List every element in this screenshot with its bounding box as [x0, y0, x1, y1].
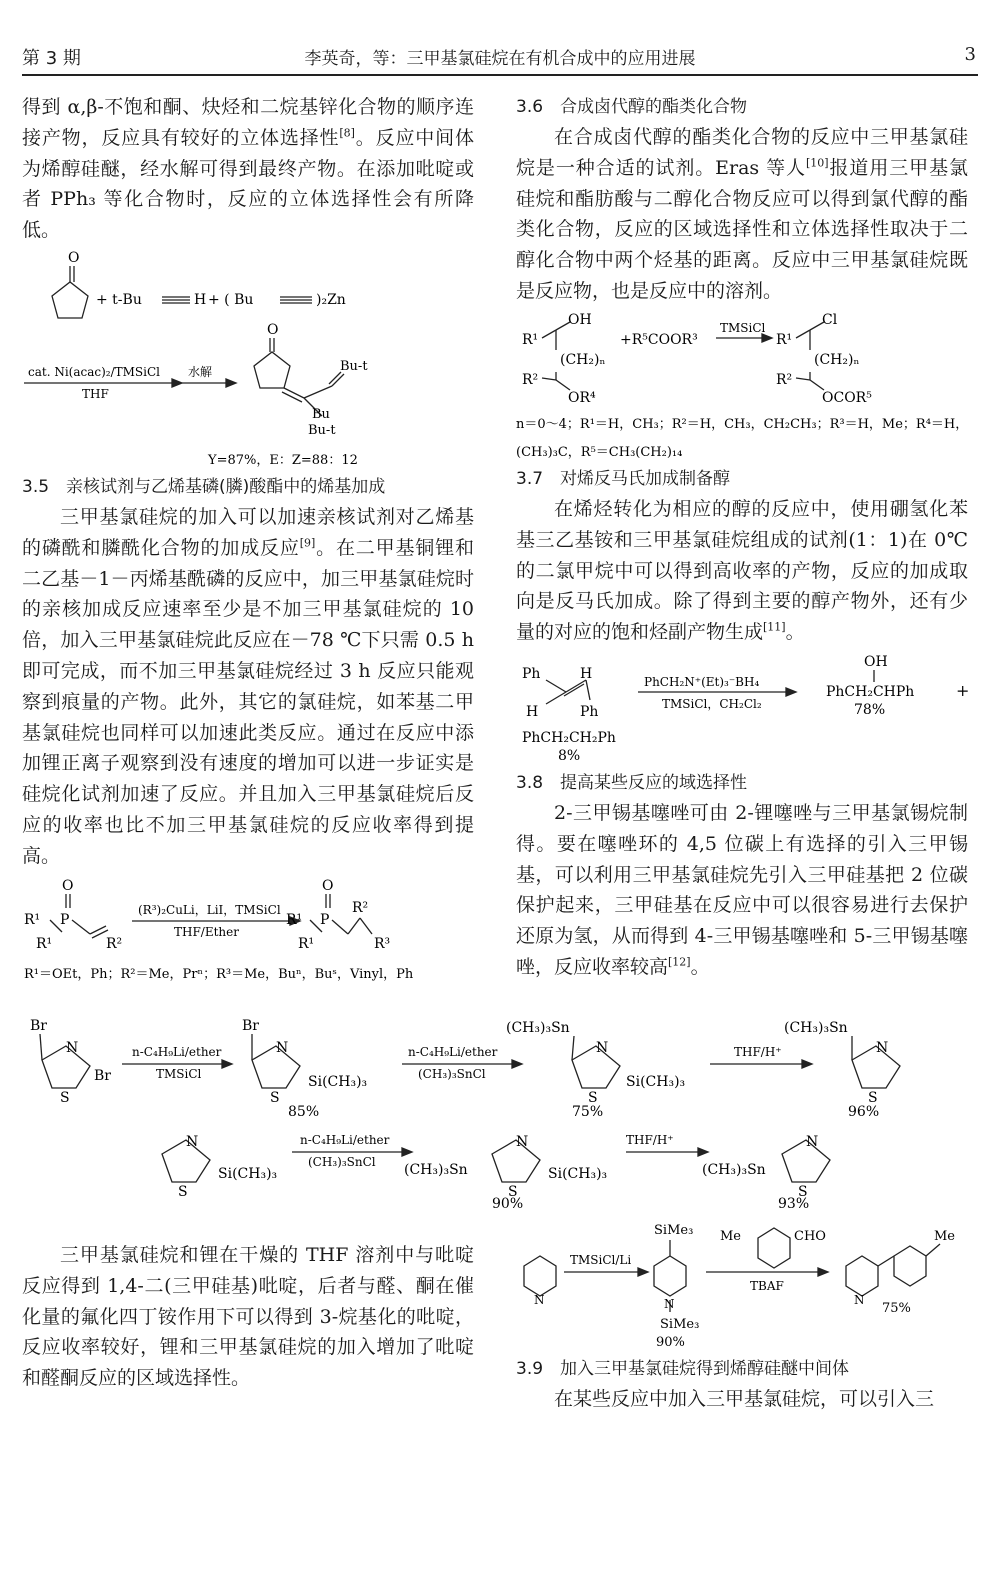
- svg-text:Me: Me: [934, 1229, 956, 1244]
- svg-text:OH: OH: [568, 312, 592, 328]
- svg-text:R²: R²: [522, 372, 539, 388]
- section-3-7-title: 3.7 对烯反马氏加成制备醇: [516, 469, 731, 489]
- product-aryl-ring: [894, 1246, 926, 1286]
- ref-12: [12]: [668, 955, 691, 969]
- svg-text:S: S: [60, 1090, 70, 1106]
- svg-text:N: N: [806, 1134, 819, 1150]
- product-ring: [254, 352, 290, 388]
- svg-text:Bu-t: Bu-t: [340, 359, 368, 374]
- scheme-hydroboration: [516, 652, 976, 764]
- svg-text:R²: R²: [352, 900, 369, 916]
- svg-text:PhCH₂CHPh: PhCH₂CHPh: [826, 684, 915, 700]
- svg-text:R¹: R¹: [24, 912, 41, 928]
- svg-text:水解: 水解: [188, 365, 213, 379]
- right-paragraph-4: 在某些反应中加入三甲基氯硅烷，可以引入三: [554, 1388, 935, 1410]
- pyridine-ring: [524, 1256, 556, 1296]
- svg-text:N: N: [664, 1297, 675, 1311]
- svg-text:TMSiCl，CH₂Cl₂: TMSiCl，CH₂Cl₂: [662, 697, 762, 711]
- section-3-8-title: 3.8 提高某些反应的域选择性: [516, 773, 748, 793]
- svg-text:S: S: [508, 1184, 518, 1200]
- svg-text:PhCH₂CH₂Ph: PhCH₂CH₂Ph: [522, 730, 616, 746]
- svg-text:(R³)₂CuLi，LiI，TMSiCl: (R³)₂CuLi，LiI，TMSiCl: [138, 903, 281, 917]
- svg-text:OH: OH: [864, 654, 888, 670]
- svg-text:cat. Ni(acac)₂/TMSiCl: cat. Ni(acac)₂/TMSiCl: [28, 365, 160, 379]
- svg-text:CHO: CHO: [794, 1229, 826, 1244]
- svg-text:n＝0～4；R¹＝H，CH₃；R²＝H，CH₃，CH₂CH₃: n＝0～4；R¹＝H，CH₃；R²＝H，CH₃，CH₂CH₃；R³＝H，Me；R⁴＝H，: [516, 417, 969, 432]
- scheme-pyridine-alkylation: [510, 1210, 978, 1356]
- right-paragraph-1: 在合成卤代醇的酯类化合物的反应中三甲基氯硅烷是一种合适的试剂。Eras 等人[10]报道用三甲基氯硅烷和酯肪酸与二醇化合物反应可以得到氯代醇的酯类化合物，反应的区域选择性和立体选择性取决于二醇化合物中两个烃基的距离。反应中三甲基氯硅烷既是反应物，也是反应中的溶剂。: [516, 126, 968, 302]
- svg-text:Si(CH₃)₃: Si(CH₃)₃: [626, 1074, 686, 1090]
- svg-text:90%: 90%: [656, 1335, 685, 1350]
- svg-text:Cl: Cl: [822, 312, 838, 328]
- svg-text:+R⁵COOR³: +R⁵COOR³: [620, 332, 698, 348]
- cyclopentanone-ring: [52, 282, 88, 318]
- svg-text:90%: 90%: [492, 1196, 524, 1210]
- svg-text:Br: Br: [242, 1018, 259, 1034]
- product-pyridine-ring: [846, 1256, 878, 1296]
- svg-text:P: P: [60, 912, 70, 928]
- svg-text:N: N: [876, 1040, 889, 1056]
- svg-text:n-C₄H₉Li/ether: n-C₄H₉Li/ether: [132, 1045, 222, 1059]
- svg-text:Y=87%，E：Z=88：12: Y=87%，E：Z=88：12: [208, 453, 358, 468]
- svg-text:Me: Me: [720, 1229, 742, 1244]
- section-3-9-title: 3.9 加入三甲基氯硅烷得到烯醇硅醚中间体: [516, 1359, 850, 1379]
- svg-text:(CH₃)₃Sn: (CH₃)₃Sn: [404, 1162, 468, 1178]
- scheme-conjugate-addition: [22, 248, 474, 468]
- svg-text:S: S: [798, 1184, 808, 1200]
- svg-text:N: N: [854, 1293, 865, 1307]
- svg-text:N: N: [534, 1293, 545, 1307]
- svg-text:R³: R³: [374, 936, 391, 952]
- svg-text:H: H: [194, 292, 207, 308]
- svg-text:R²: R²: [776, 372, 793, 388]
- svg-text:OR⁴: OR⁴: [568, 390, 596, 406]
- svg-text:Si(CH₃)₃: Si(CH₃)₃: [218, 1166, 278, 1182]
- scheme-thiazole-stannylation: [22, 1014, 978, 1210]
- svg-text:THF: THF: [82, 387, 109, 401]
- svg-text:(CH₂)ₙ: (CH₂)ₙ: [560, 352, 606, 368]
- scheme-vinylphosphonate-addition: [22, 876, 474, 988]
- svg-text:Br: Br: [30, 1018, 47, 1034]
- section-3-8: [516, 768, 968, 983]
- svg-text:+ ( Bu: + ( Bu: [208, 292, 254, 308]
- svg-text:S: S: [868, 1090, 878, 1106]
- svg-text:Ph: Ph: [522, 666, 541, 682]
- tolualdehyde-ring: [758, 1228, 790, 1268]
- svg-text:O: O: [322, 878, 334, 894]
- svg-text:S: S: [588, 1090, 598, 1106]
- section-3-5-title: 3.5 亲核试剂与乙烯基磷(膦)酸酯中的烯基加成: [22, 477, 386, 497]
- svg-text:TMSiCl/Li: TMSiCl/Li: [570, 1253, 632, 1267]
- svg-text:O: O: [267, 322, 279, 338]
- scheme-chlorohydrin-ester: [516, 308, 976, 464]
- svg-text:TBAF: TBAF: [750, 1279, 784, 1293]
- svg-text:75%: 75%: [882, 1301, 911, 1316]
- svg-text:O: O: [62, 878, 74, 894]
- svg-text:)₂Zn: )₂Zn: [316, 292, 346, 308]
- svg-text:n-C₄H₉Li/ether: n-C₄H₉Li/ether: [300, 1133, 390, 1147]
- section-3-6-title: 3.6 合成卤代醇的酯类化合物: [516, 97, 748, 117]
- svg-text:N: N: [66, 1040, 79, 1056]
- svg-text:S: S: [178, 1184, 188, 1200]
- svg-text:(CH₃)₃SnCl: (CH₃)₃SnCl: [308, 1155, 376, 1169]
- svg-text:(CH₃)₃SnCl: (CH₃)₃SnCl: [418, 1067, 486, 1081]
- svg-text:TMSiCl: TMSiCl: [156, 1067, 202, 1081]
- svg-text:R¹: R¹: [36, 936, 53, 952]
- svg-text:(CH₃)₃Sn: (CH₃)₃Sn: [506, 1020, 570, 1036]
- svg-text:Bu: Bu: [312, 407, 330, 422]
- svg-text:THF/H⁺: THF/H⁺: [626, 1133, 674, 1147]
- svg-text:N: N: [186, 1134, 199, 1150]
- svg-text:R¹: R¹: [776, 332, 793, 348]
- svg-text:P: P: [320, 912, 330, 928]
- svg-text:(CH₃)₃Sn: (CH₃)₃Sn: [784, 1020, 848, 1036]
- svg-text:75%: 75%: [572, 1104, 604, 1120]
- svg-text:Bu-t: Bu-t: [308, 423, 336, 438]
- section-3-9: [516, 1354, 968, 1415]
- svg-text:R¹: R¹: [286, 912, 303, 928]
- section-3-5: [22, 472, 474, 872]
- ref-10: [10]: [805, 156, 829, 170]
- svg-text:8%: 8%: [558, 748, 581, 764]
- svg-text:N: N: [516, 1134, 529, 1150]
- svg-text:R¹: R¹: [298, 936, 315, 952]
- left-paragraph-1: 得到 α,β-不饱和酮、炔烃和二烷基锌化合物的顺序连接产物，反应具有较好的立体选择性[8]。反应中间体为烯醇硅醚，经水解可得到最终产物。在添加吡啶或者 PPh₃ 等化合物时，反应的立体选择性会有所降低。: [22, 96, 474, 242]
- left-paragraph-2: 三甲基氯硅烷的加入可以加速亲核试剂对乙烯基的磷酰和膦酰化合物的加成反应[9]。在二甲基铜锂和二乙基－1－丙烯基酰磷的反应中，加三甲基氯硅烷时的亲核加成反应速率至少是不加三甲基氯硅烷的 10 倍，加入三甲基氯硅烷此反应在－78 ℃下只需 0.5 h 即可完成，而不加三甲基氯硅烷经过 3 h 反应只能观察到痕量的产物。此外，其它的氯硅烷，如苯基二甲基氯硅烷也同样可以加速此类反应。通过在反应中添加锂正离子观察到没有速度的增加可以进一步证实是硅烷化试剂加速了反应。并且加入三甲基氯硅烷后反应的收率也比不加三甲基氯硅烷的反应收率得到提高。: [22, 506, 474, 867]
- svg-text:R¹: R¹: [522, 332, 539, 348]
- svg-text:O: O: [68, 250, 80, 266]
- svg-text:THF/H⁺: THF/H⁺: [734, 1045, 782, 1059]
- svg-text:N: N: [276, 1040, 289, 1056]
- svg-text:THF/Ether: THF/Ether: [174, 925, 239, 939]
- ref-11: [11]: [763, 620, 786, 634]
- svg-text:78%: 78%: [854, 702, 886, 718]
- svg-text:(CH₂)ₙ: (CH₂)ₙ: [814, 352, 860, 368]
- svg-text:SiMe₃: SiMe₃: [660, 1317, 700, 1332]
- section-3-7: [516, 464, 968, 648]
- svg-text:n-C₄H₉Li/ether: n-C₄H₉Li/ether: [408, 1045, 498, 1059]
- ref-9: [9]: [299, 536, 316, 550]
- svg-text:+ t-Bu: + t-Bu: [96, 292, 142, 308]
- svg-text:(CH₃)₃Sn: (CH₃)₃Sn: [702, 1162, 766, 1178]
- svg-text:N: N: [596, 1040, 609, 1056]
- svg-text:H: H: [526, 704, 539, 720]
- svg-text:H: H: [580, 666, 593, 682]
- svg-text:S: S: [270, 1090, 280, 1106]
- svg-text:R¹＝OEt，Ph；R²＝Me，Prⁿ；R³＝Me，Buⁿ，: R¹＝OEt，Ph；R²＝Me，Prⁿ；R³＝Me，Buⁿ，Buˢ，Vinyl，Ph: [24, 967, 414, 982]
- svg-text:OCOR⁵: OCOR⁵: [822, 390, 872, 406]
- dihydropyridine-ring: [654, 1256, 686, 1296]
- svg-text:(CH₃)₃C，R⁵＝CH₃(CH₂)₁₄: (CH₃)₃C，R⁵＝CH₃(CH₂)₁₄: [516, 445, 683, 460]
- svg-text:96%: 96%: [848, 1104, 880, 1120]
- svg-text:TMSiCl: TMSiCl: [720, 321, 766, 335]
- svg-text:85%: 85%: [288, 1104, 320, 1120]
- right-paragraph-3: 2-三甲锡基噻唑可由 2-锂噻唑与三甲基氯锡烷制得。要在噻唑环的 4,5 位碳上有选择的引入三甲锡基，可以利用三甲基氯硅烷先引入三甲硅基把 2 位碳保护起来，三甲硅基在反应中可以很容易进行去保护还原为氢，从而得到 4-三甲锡基噻唑和 5-三甲锡基噻唑，反应收率较高[12]。: [516, 802, 968, 978]
- issue-number: 第 3 期: [22, 48, 81, 69]
- svg-text:+: +: [956, 681, 970, 700]
- running-title: 李英奇，等：三甲基氯硅烷在有机合成中的应用进展: [304, 49, 696, 69]
- right-paragraph-2: 在烯烃转化为相应的醇的反应中，使用硼氢化苯基三乙基铵和三甲基氯硅烷组成的试剂(1：1)在 0℃的二氯甲烷中可以得到高收率的产物，反应的加成取向是反马氏加成。除了得到主要的醇产物外，还有少量的对应的饱和烃副产物生成[11]。: [516, 498, 968, 644]
- svg-text:Ph: Ph: [580, 704, 599, 720]
- left-paragraph-3: 三甲基氯硅烷和锂在干燥的 THF 溶剂中与吡啶反应得到 1,4-二(三甲硅基)吡啶，后者与醛、酮在催化量的氟化四丁铵作用下可以得到 3-烷基化的吡啶，反应收率较好，锂和三甲基氯硅烷的加入增加了吡啶和醛酮反应的区域选择性。: [22, 1244, 474, 1390]
- svg-text:Br: Br: [94, 1068, 111, 1084]
- svg-text:SiMe₃: SiMe₃: [654, 1223, 694, 1238]
- svg-text:Si(CH₃)₃: Si(CH₃)₃: [308, 1074, 368, 1090]
- page-number: 3: [964, 44, 976, 65]
- running-header: [22, 40, 978, 76]
- svg-text:93%: 93%: [778, 1196, 810, 1210]
- svg-text:Si(CH₃)₃: Si(CH₃)₃: [548, 1166, 608, 1182]
- section-3-6: [516, 92, 968, 307]
- svg-text:PhCH₂N⁺(Et)₃⁻BH₄: PhCH₂N⁺(Et)₃⁻BH₄: [644, 675, 760, 689]
- svg-text:R²: R²: [106, 936, 123, 952]
- ref-8: [8]: [339, 126, 355, 140]
